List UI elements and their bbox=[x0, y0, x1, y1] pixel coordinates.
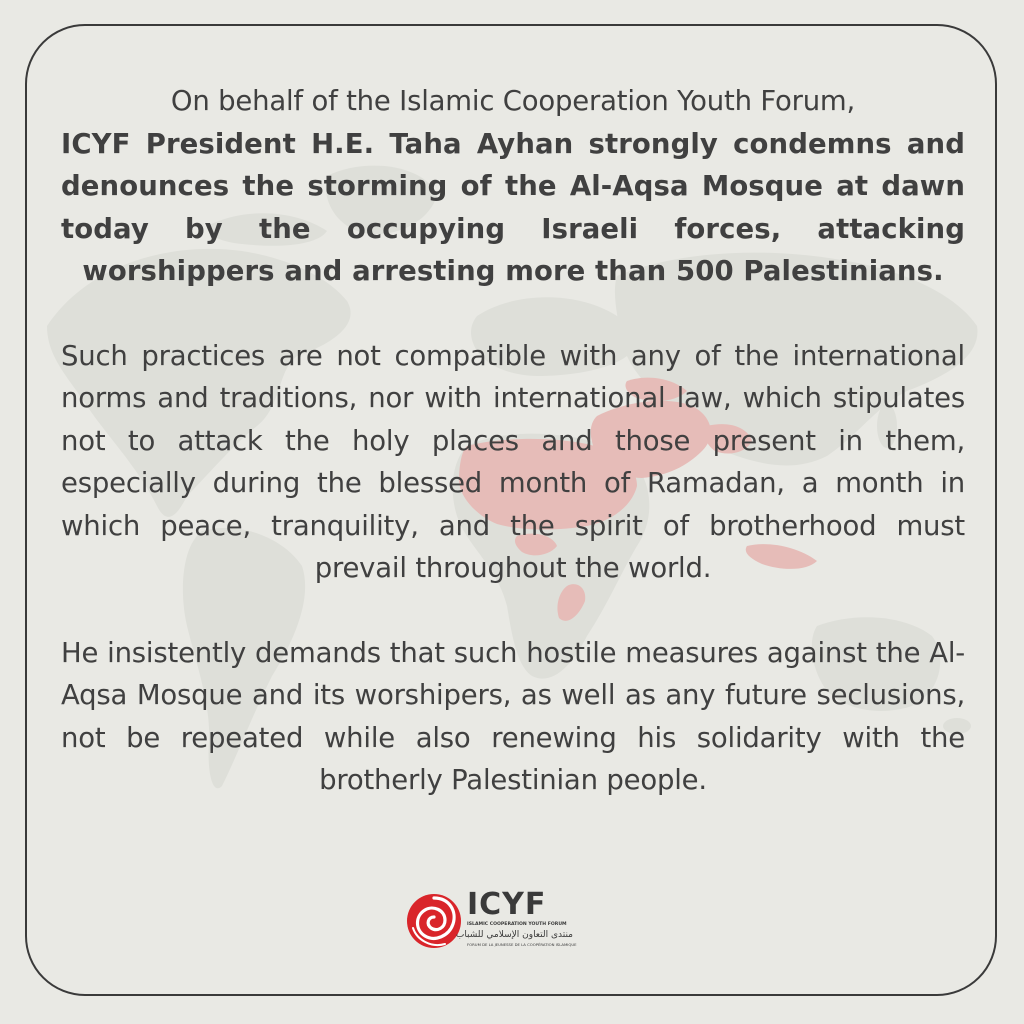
logo-subtitle: ISLAMIC COOPERATION YOUTH FORUM bbox=[467, 922, 567, 927]
statement-frame bbox=[25, 24, 997, 996]
icyf-logo bbox=[405, 888, 575, 952]
statement-intro: On behalf of the Islamic Cooperation Youth Forum, bbox=[170, 85, 856, 117]
logo-french-name: FORUM DE LA JEUNESSE DE LA COOPÉRATION ISLAMIQUE bbox=[467, 942, 577, 947]
logo-arabic-name: منتدى التعاون الإسلامي للشباب bbox=[455, 930, 573, 940]
statement-paragraph-3: He insistently demands that such hostile measures against the Al-Aqsa Mosque and its worshipers, as well as any future seclusions, not be repeated while also renewing his solidarity with the brotherly Palestinian people. bbox=[61, 636, 965, 796]
rose-swirl-icon bbox=[405, 892, 463, 950]
statement-headline: ICYF President H.E. Taha Ayhan strongly condemns and denounces the storming of the Al-Aqsa Mosque at dawn today by the occupying Israeli forces, attacking worshippers and arresting more than 500 Palestinians. bbox=[61, 127, 965, 287]
statement-text bbox=[61, 80, 965, 802]
logo-title: ICYF bbox=[467, 887, 547, 922]
statement-paragraph-2: Such practices are not compatible with any of the international norms and traditions, nor with international law, which stipulates not to attack the holy places and those present in them, especially during the blessed month of Ramadan, a month in which peace, tranquility, and the spirit of brotherhood must prevail throughout the world. bbox=[61, 339, 965, 584]
